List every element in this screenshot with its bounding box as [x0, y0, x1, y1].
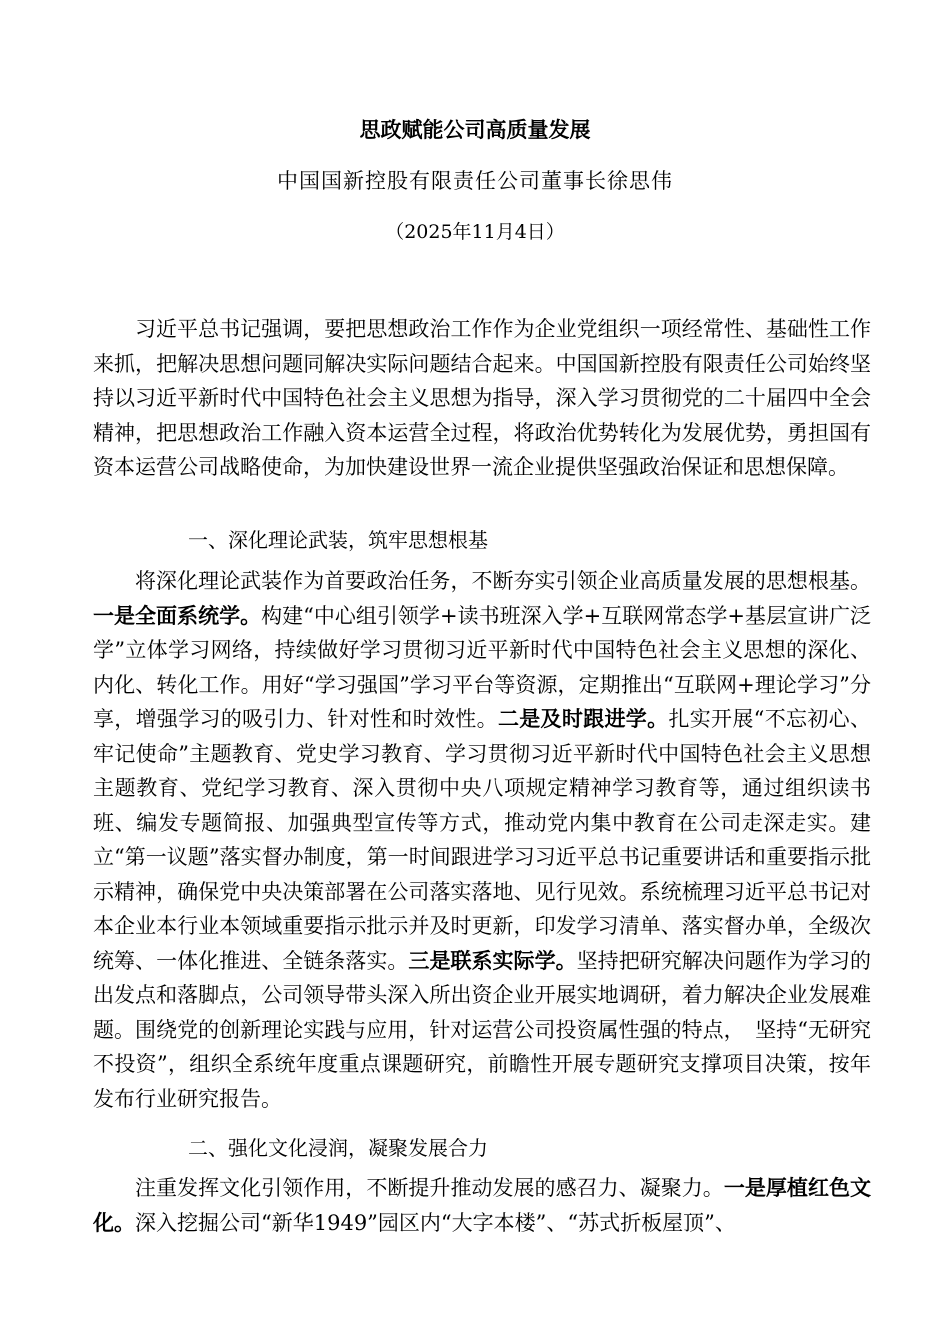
section-2-lead: 注重发挥文化引领作用，不断提升推动发展的感召力、凝聚力。 — [135, 1176, 724, 1200]
document-date: （2025年11月4日） — [385, 221, 565, 243]
section-1-point-3-text: 坚持把研究解决问题作为学习的出发点和落脚点，公司领导带头深入所出资企业开展实地调研，着力解决企业发展难题。围绕党的创新理论实践与应用，针对运营公司投资属性强的特点， 坚持“无研究不投资”，组织全系统年度重点课题研究，前瞻性开展专题研究支撑项目决策，按年发布行业研究报告。 — [93, 948, 872, 1111]
document-title: 思政赋能公司高质量发展 — [359, 117, 591, 142]
section-1-lead: 将深化理论武装作为首要政治任务，不断夯实引领企业高质量发展的思想根基。 — [135, 569, 871, 593]
section-1-point-2-label: 二是及时跟进学。 — [497, 706, 669, 731]
section-2-point-1-text: 深入挖掘公司“新华1949”园区内“大字本楼”、“苏式折板屋顶”、 — [135, 1210, 736, 1235]
section-2-point-1-label: 一是厚植红色文化。 — [93, 1175, 872, 1235]
section-1-paragraph — [93, 564, 871, 1116]
section-2-paragraph-block — [93, 1171, 871, 1240]
intro-paragraph-block — [93, 312, 871, 485]
section-2-paragraph — [93, 1171, 871, 1240]
section-2-heading-block — [93, 1128, 871, 1168]
section-1-heading-block — [93, 520, 871, 560]
section-1-point-1-text: 构建“中心组引领学+读书班深入学+互联网常态学+基层宣讲广泛学”立体学习网络，持续做好学习贯彻习近平新时代中国特色社会主义思想的深化、内化、转化工作。用好“学习强国”学习平台等资源，定期推出“互联网+理论学习”分享，增强学习的吸引力、针对性和时效性。 — [93, 603, 871, 731]
section-1-paragraph-block — [93, 564, 871, 1116]
section-1-heading: 一、深化理论武装，筑牢思想根基 — [188, 528, 488, 552]
section-1-point-2-text: 扎实开展“不忘初心、牢记使命”主题教育、党史学习教育、学习贯彻习近平新时代中国特色社会主义思想主题教育、党纪学习教育、深入贯彻中央八项规定精神学习教育等，通过组织读书班、编发专题简报、加强典型宣传等方式，推动党内集中教育在公司走深走实。建立“第一议题”落实督办制度，第一时间跟进学习习近平总书记重要讲话和重要指示批示精神，确保党中央决策部署在公司落实落地、见行见效。系统梳理习近平总书记对本企业本行业本领域重要指示批示并及时更新，印发学习清单、落实督办单，全级次统筹、一体化推进、全链条落实。 — [93, 707, 871, 973]
document-author: 中国国新控股有限责任公司董事长徐思伟 — [277, 169, 673, 193]
section-1-point-1-label: 一是全面系统学。 — [93, 602, 262, 628]
section-2-heading: 二、强化文化浸润，凝聚发展合力 — [188, 1136, 488, 1160]
section-1-point-3-label: 三是联系实际学。 — [408, 947, 577, 973]
intro-paragraph: 习近平总书记强调，要把思想政治工作作为企业党组织一项经常性、基础性工作来抓，把解决思想问题同解决实际问题结合起来。中国国新控股有限责任公司始终坚持以习近平新时代中国特色社会主义思想为指导，深入学习贯彻党的二十届四中全会精神，把思想政治工作融入资本运营全过程，将政治优势转化为发展优势，勇担国有资本运营公司战略使命，为加快建设世界一流企业提供坚强政治保证和思想保障。 — [93, 317, 871, 479]
